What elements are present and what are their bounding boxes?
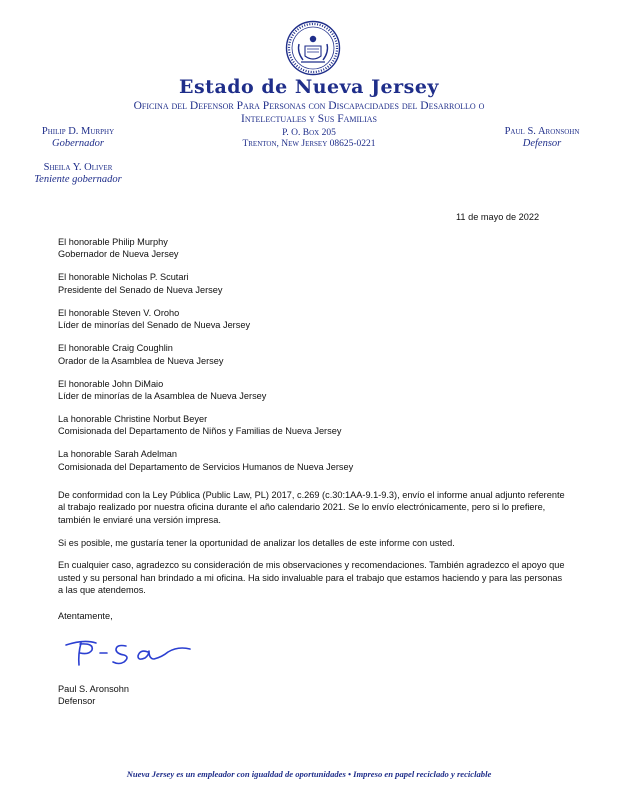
recipient-name: La honorable Sarah Adelman: [58, 449, 178, 460]
lt-governor-name: Sheila Y. Oliver: [43, 162, 113, 173]
governor-title: Gobernador: [52, 138, 104, 149]
recipient-name: El honorable Philip Murphy: [58, 237, 168, 247]
recipient-title: Líder de minorías de la Asamblea de Nueva Jersey: [58, 391, 267, 402]
recipient-block: [58, 236, 478, 261]
recipient-block: [58, 342, 478, 367]
recipient-title: Comisionada del Departamento de Servicios Humanos de Nueva Jersey: [58, 461, 354, 472]
letter-date: 11 de mayo de 2022: [456, 212, 540, 222]
recipient-title: Comisionada del Departamento de Niños y Familias de Nueva Jersey: [58, 426, 342, 437]
recipient-name: El honorable John DiMaio: [58, 378, 164, 389]
recipient-title: Líder de minorías del Senado de Nueva Jersey: [58, 320, 251, 331]
handwritten-signature: [64, 636, 194, 672]
recipient-block: [58, 271, 478, 296]
body-paragraph: En cualquier caso, agradezco su consideración de mis observaciones y recomendaciones. También agradezco el apoyo que usted y su personal han brindado a mi oficina. Ha sido invaluable para el trabajo que estamos haciendo y para las personas a las que atendemos.: [58, 560, 565, 596]
recipient-title: Orador de la Asamblea de Nueva Jersey: [58, 355, 224, 366]
defender-block: [492, 126, 592, 149]
recipient-block: [58, 448, 478, 473]
po-box: P. O. Box 205: [282, 128, 336, 138]
recipient-title: Gobernador de Nueva Jersey: [58, 249, 179, 260]
governor-name: Philip D. Murphy: [41, 126, 115, 137]
body-paragraph: Si es posible, me gustaría tener la oportunidad de analizar los detalles de este informe con usted.: [58, 537, 455, 548]
office-name-line-2: Intelectuales y Sus Familias: [241, 113, 377, 125]
state-title: Estado de Nueva Jersey: [179, 76, 439, 98]
body-paragraph: De conformidad con la Ley Pública (Public Law, PL) 2017, c.269 (c.30:1AA-9.1-9.3), envío el informe anual adjunto referente al trabajo realizado por nuestra oficina durante el año calendario 2021. Se lo envío electrónicamente, pero si lo prefiere, también le enviaré una versión impresa.: [58, 490, 565, 525]
recipient-list: [58, 236, 478, 484]
closing-salutation: Atentamente,: [58, 611, 113, 621]
defender-name: Paul S. Aronsohn: [504, 126, 580, 137]
recipient-block: [58, 307, 478, 332]
recipient-name: El honorable Craig Coughlin: [58, 343, 173, 354]
recipient-block: [58, 413, 478, 438]
recipient-title: Presidente del Senado de Nueva Jersey: [58, 284, 223, 295]
recipient-name: El honorable Steven V. Oroho: [58, 307, 180, 318]
signer-title: Defensor: [58, 696, 96, 707]
defender-title: Defensor: [522, 138, 562, 149]
state-seal-icon: [285, 20, 341, 76]
signer-block: [58, 683, 129, 708]
signer-name: Paul S. Aronsohn: [58, 684, 129, 694]
letter-body: [58, 489, 568, 607]
city-state-zip: Trenton, New Jersey 08625-0221: [242, 139, 376, 149]
recipient-name: La honorable Christine Norbut Beyer: [58, 414, 208, 425]
lt-governor-block: [30, 162, 126, 185]
recipient-name: El honorable Nicholas P. Scutari: [58, 272, 189, 283]
governor-block: [32, 126, 124, 149]
lt-governor-title: Teniente gobernador: [34, 174, 122, 185]
footer-note: Nueva Jersey es un empleador con igualdad de oportunidades • Impreso en papel reciclado y reciclable: [126, 769, 492, 779]
office-name-line-1: Oficina del Defensor Para Personas con Discapacidades del Desarrollo o: [133, 100, 485, 112]
recipient-block: [58, 378, 478, 403]
